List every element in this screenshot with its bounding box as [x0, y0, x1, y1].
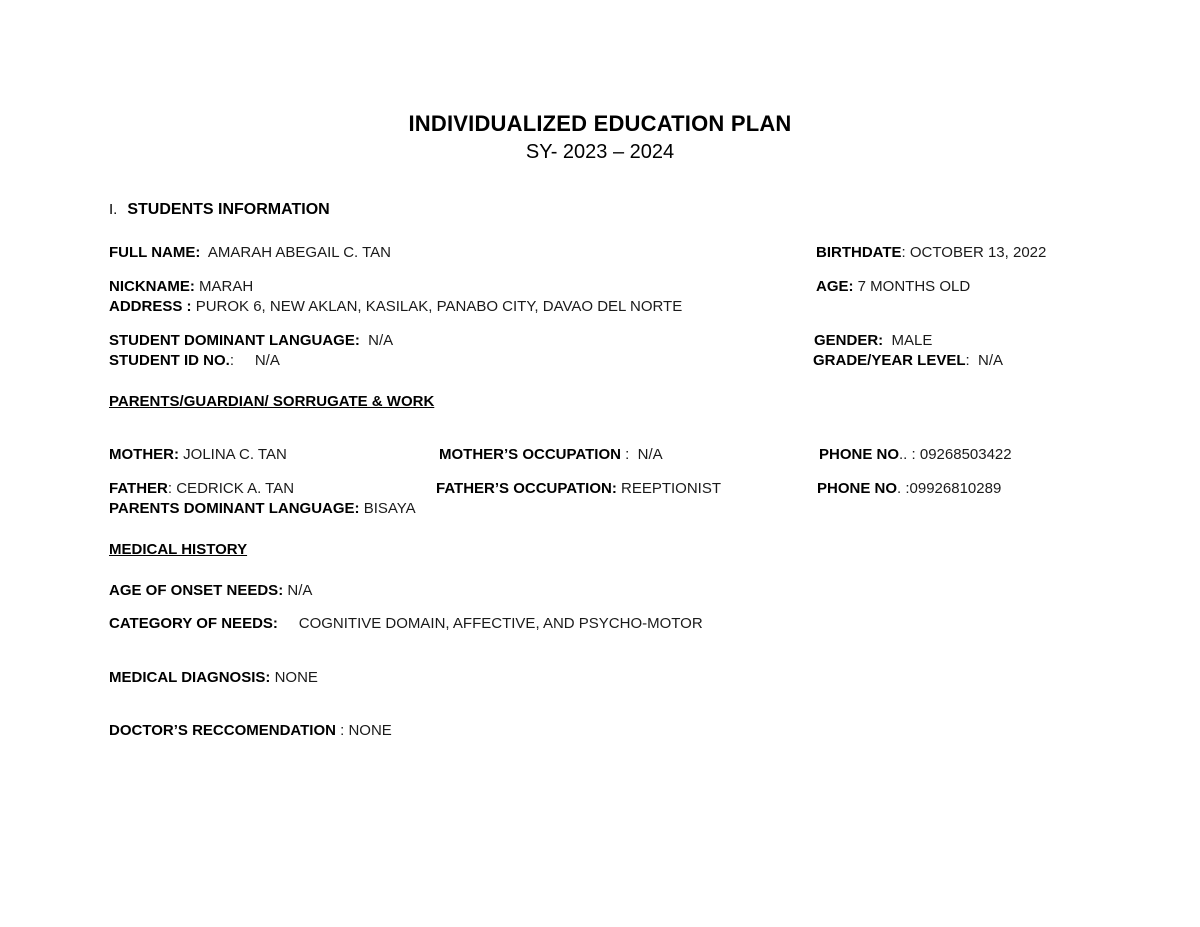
gender-field [814, 332, 932, 350]
father-phone-value: . :09926810289 [897, 480, 1002, 497]
doctor-recommendation-label: DOCTOR’S RECCOMENDATION [109, 722, 336, 739]
diagnosis-label: MEDICAL DIAGNOSIS: [109, 669, 271, 686]
mother-value: JOLINA C. TAN [183, 446, 287, 463]
student-language-field [109, 332, 393, 350]
father-occupation-label: FATHER’S OCCUPATION: [436, 480, 617, 497]
age-value: 7 MONTHS OLD [857, 278, 971, 295]
father-phone-field [817, 480, 1001, 498]
address-label: ADDRESS : [109, 298, 192, 315]
nickname-label: NICKNAME: [109, 278, 195, 295]
address-field [109, 298, 682, 316]
medical-history-heading: MEDICAL HISTORY [109, 541, 248, 558]
parents-language-value: BISAYA [363, 500, 416, 517]
parents-language-field [109, 500, 416, 518]
mother-phone-value: .. : 09268503422 [899, 446, 1012, 463]
birthdate-field [816, 244, 1046, 262]
section-number: I. [109, 201, 118, 218]
nickname-value: MARAH [199, 278, 254, 295]
doctor-recommendation-field [109, 722, 392, 740]
father-phone-label: PHONE NO [817, 480, 898, 497]
age-label: AGE: [816, 278, 854, 295]
student-language-value: N/A [368, 332, 394, 349]
mother-occupation-value: : N/A [620, 446, 663, 463]
diagnosis-field [109, 669, 318, 687]
diagnosis-value: NONE [274, 669, 318, 686]
birthdate-label: BIRTHDATE [816, 244, 902, 261]
gender-value: MALE [891, 332, 933, 349]
mother-occupation-field [439, 446, 663, 464]
school-year: SY- 2023 – 2024 [525, 141, 675, 163]
section-students-information [109, 201, 330, 219]
birthdate-value: : OCTOBER 13, 2022 [901, 244, 1047, 261]
mother-phone-field [819, 446, 1012, 464]
mother-field [109, 446, 287, 464]
gender-label: GENDER: [814, 332, 884, 349]
onset-value: N/A [287, 582, 313, 599]
category-value: COGNITIVE DOMAIN, AFFECTIVE, AND PSYCHO-MOTOR [298, 615, 703, 632]
student-id-field [109, 352, 280, 370]
document-title: INDIVIDUALIZED EDUCATION PLAN [408, 111, 792, 136]
age-field [816, 278, 970, 296]
mother-occupation-label: MOTHER’S OCCUPATION [439, 446, 621, 463]
mother-phone-label: PHONE NO [819, 446, 900, 463]
mother-label: MOTHER: [109, 446, 179, 463]
onset-label: AGE OF ONSET NEEDS: [109, 582, 284, 599]
full-name-label: FULL NAME: [109, 244, 201, 261]
student-id-value: : N/A [229, 352, 280, 369]
grade-value: : N/A [965, 352, 1004, 369]
father-value: : CEDRICK A. TAN [167, 480, 295, 497]
father-occupation-value: REEPTIONIST [621, 480, 722, 497]
student-language-label: STUDENT DOMINANT LANGUAGE: [109, 332, 360, 349]
father-field [109, 480, 294, 498]
section-title: STUDENTS INFORMATION [127, 201, 330, 218]
student-id-label: STUDENT ID NO. [109, 352, 230, 369]
nickname-field [109, 278, 253, 296]
grade-label: GRADE/YEAR LEVEL [813, 352, 966, 369]
full-name-field [109, 244, 391, 262]
parents-heading: PARENTS/GUARDIAN/ SORRUGATE & WORK [109, 393, 435, 410]
doctor-recommendation-value: : NONE [335, 722, 392, 739]
category-label: CATEGORY OF NEEDS: [109, 615, 278, 632]
onset-field [109, 582, 312, 600]
parents-language-label: PARENTS DOMINANT LANGUAGE: [109, 500, 360, 517]
address-value: PUROK 6, NEW AKLAN, KASILAK, PANABO CITY, DAVAO DEL NORTE [195, 298, 683, 315]
father-occupation-field [436, 480, 721, 498]
grade-field [813, 352, 1003, 370]
full-name-value: AMARAH ABEGAIL C. TAN [207, 244, 392, 261]
father-label: FATHER [109, 480, 168, 497]
category-field [109, 615, 703, 633]
